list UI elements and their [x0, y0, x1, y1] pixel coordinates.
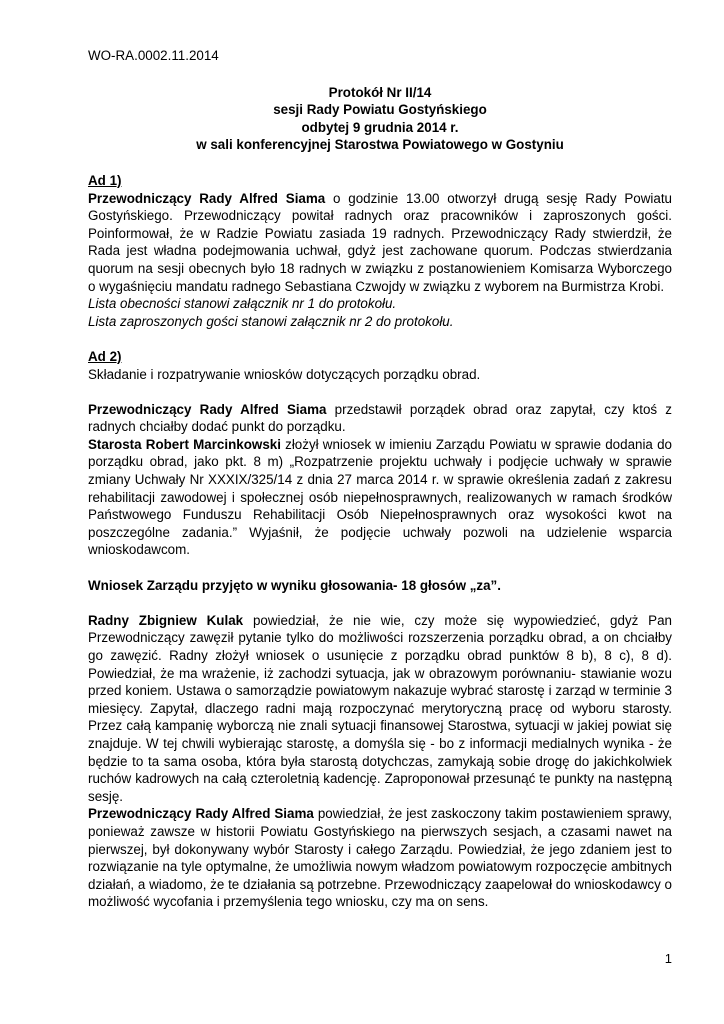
document-reference: WO-RA.0002.11.2014 [88, 48, 219, 63]
paragraph-kulak-motion [88, 612, 672, 806]
speaker-name: Starosta Robert Marcinkowski [88, 436, 281, 452]
speaker-name: Przewodniczący Rady Alfred Siama [88, 806, 314, 822]
speaker-name: Przewodniczący Rady Alfred Siama [88, 401, 327, 417]
note-attendance-list: Lista obecności stanowi załącznik nr 1 do protokołu. [88, 296, 397, 312]
paragraph-text: przedstawił porządek obrad oraz zapytał, czy ktoś z radnych chciałby dodać punkt do porządku. [88, 401, 672, 435]
vote-result: Wniosek Zarządu przyjęto w wyniku głosowania- 18 głosów „za”. [88, 577, 501, 593]
speaker-name: Radny Zbigniew Kulak [88, 612, 244, 628]
page-number: 1 [664, 951, 672, 966]
speaker-name: Przewodniczący Rady Alfred Siama [88, 190, 326, 206]
section-heading-ad2: Ad 2) [88, 348, 122, 364]
document-title [88, 84, 672, 154]
paragraph-text: powiedział, że nie wie, czy może się wypowiedzieć, gdyż Pan Przewodniczący zawęził pytanie tylko do możliwości rozszerzenia porządku obrad, a on chciałby go zawęzić. Radny złożył wniosek o usunięcie z porządku obrad punktów 8 b), 8 c), 8 d). Powiedział, że ma wrażenie, iż zachodzi sytuacja, jak w obrazowym porównaniu- stawianie wozu przed koniem. Ustawa o samorządzie powiatowym nakazuje wybrać starostę i zarząd w terminie 3 miesięcy. Zapytał, dlaczego radni mają rozpoczynać merytoryczną pracę od wyboru starosty. Przez całą kampanię wyborczą nie znali sytuacji finansowej Starostwa, sytuacji w jakiej powiat się znajduje. W tej chwili wybierając starostę, a domyśla się - bo z informacji medialnych wynika - że będzie to ta sama osoba, która była starostą dotychczas, zamykają sobie drogę do jakichkolwiek ruchów kadrowych na całą czteroletnią kadencję. Zaproponował przesunąć te punkty na następną sesję. [88, 612, 673, 804]
paragraph-starosta-motion [88, 436, 672, 559]
paragraph-text: powiedział, że jest zaskoczony takim postawieniem sprawy, ponieważ zawsze w historii Powiatu Gostyńskiego na pierwszych sesjach, a czasami nawet na pierwszej, był dokonywany wybór Starosty i całego Zarządu. Powiedział, że jego zdaniem jest to rozwiązanie na tyle optymalne, że umożliwia nowym władzom powiatowym rozpoczęcie ambitnych działań, a wiadomo, że te działania są potrzebne. Przewodniczący zaapelował do wnioskodawcy o możliwość wycofania i przemyślenia tego wniosku, czy ma on sens. [88, 806, 672, 910]
paragraph-ad2-intro: Składanie i rozpatrywanie wniosków dotyczących porządku obrad. [88, 366, 481, 382]
title-line-4: w sali konferencyjnej Starostwa Powiatowego w Gostyniu [196, 137, 564, 153]
paragraph-ad1-opening [88, 190, 672, 296]
paragraph-text: o godzinie 13.00 otworzył drugą sesję Rady Powiatu Gostyńskiego. Przewodniczący powitał radnych oraz pracowników i zaproszonych gości. Poinformował, że w Radzie Powiatu zasiada 19 radnych. Przewodniczący Rady stwierdził, że Rada jest władna podejmowania uchwał, gdyż jest zachowane quorum. Podczas stwierdzania quorum na sesji obecnych było 18 radnych w związku z postanowieniem Komisarza Wyborczego o wygaśnięciu mandatu radnego Sebastiana Czwojdy w związku z wyborem na Burmistrza Krobi. [88, 190, 672, 294]
paragraph-text: złożył wniosek w imieniu Zarządu Powiatu w sprawie dodania do porządku obrad, jako pkt. 8 m) „Rozpatrzenie projektu uchwały i podjęcie uchwały w sprawie zmiany Uchwały Nr XXXIX/325/14 z dnia 27 marca 2014 r. w sprawie określenia zadań z zakresu rehabilitacji zawodowej i społecznej osób niepełnosprawnych, realizowanych w ramach środków Państwowego Funduszu Rehabilitacji Osób Niepełnosprawnych oraz wysokości kwot na poszczególne zadania.” Wyjaśnił, że podjęcie uchwały pozwoli na udzielenie wsparcia wnioskodawcom. [88, 436, 672, 558]
title-line-1: Protokół Nr II/14 [328, 84, 432, 100]
title-line-2: sesji Rady Powiatu Gostyńskiego [273, 102, 487, 118]
paragraph-chairman-response [88, 805, 672, 911]
section-heading-ad1: Ad 1) [88, 172, 122, 188]
title-line-3: odbytej 9 grudnia 2014 r. [301, 119, 459, 135]
paragraph-chairman-agenda [88, 401, 672, 436]
note-guest-list: Lista zaproszonych gości stanowi załącznik nr 2 do protokołu. [88, 313, 454, 329]
